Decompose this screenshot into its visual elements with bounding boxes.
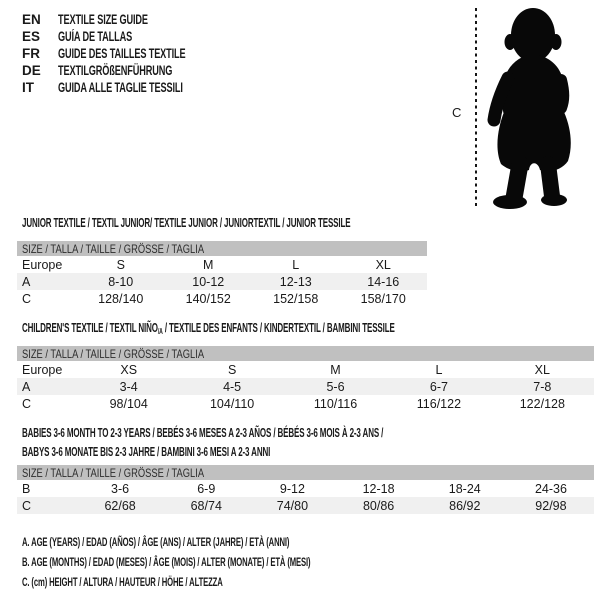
section-heading-children [22,319,600,341]
table-row [17,273,427,290]
table-cell: 12-13 [279,274,312,289]
size-header-bar [17,346,594,361]
footnote-list [22,535,473,595]
heading-children-subscript: /A [157,327,163,336]
table-row [17,361,594,378]
heading-babies-line1-wrap [22,424,586,443]
table-cell: 86/92 [449,498,481,513]
section-heading-junior [22,214,535,233]
table-cell: L [435,362,443,377]
heading-babies-line2: BABYS 3-6 MONATE BIS 2-3 JAHRE / BAMBINI 3-6 MESI A 2-3 ANNI [22,445,271,459]
table-row [17,497,594,514]
language-row [22,45,246,62]
table-cell: 24-36 [534,481,567,496]
table-cell: S [116,257,125,272]
footnote-text: A. AGE (YEARS) / EDAD (AÑOS) / ÂGE (ANS) / ALTER (JAHRE) / ETÀ (ANNI) [22,535,290,549]
table-row [17,480,594,497]
table-cell: 92/98 [535,498,567,513]
language-title: GUIDE DES TAILLES TEXTILE [58,46,186,61]
babies-size-table [17,465,594,514]
row-label: C [22,291,32,306]
table-row [17,290,427,307]
size-header-bar [17,241,427,256]
heading-babies-line2-wrap [22,443,586,462]
language-row [22,28,246,45]
language-row [22,11,246,28]
children-size-table [17,346,594,412]
table-cell: 128/140 [98,291,144,306]
footnote-text: B. AGE (MONTHS) / EDAD (MESES) / ÂGE (MOIS) / ALTER (MONATE) / ETÀ (MESI) [22,555,311,569]
size-header-text: SIZE / TALLA / TAILLE / GRÖSSE / TAGLIA [22,241,205,256]
table-row [17,256,427,273]
table-cell: 12-18 [362,481,395,496]
footnote-line [22,555,473,575]
row-label: A [22,379,31,394]
table-cell: 98/104 [109,396,148,411]
babies-table-rows [17,480,594,514]
table-row [17,395,594,412]
row-label: Europe [22,257,63,272]
height-measure-label: C [452,105,462,120]
table-cell: L [292,257,300,272]
section-heading-babies [22,424,586,462]
table-cell: 4-5 [223,379,242,394]
row-label: A [22,274,31,289]
table-row [17,378,594,395]
table-cell: 9-12 [279,481,305,496]
language-title: TEXTILGRÖßENFÜHRUNG [58,63,173,78]
table-cell: 140/152 [185,291,231,306]
table-cell: M [203,257,214,272]
language-code: IT [22,80,34,95]
children-table-rows [17,361,594,412]
size-header-text: SIZE / TALLA / TAILLE / GRÖSSE / TAGLIA [22,465,205,480]
language-title-list [22,11,246,96]
table-cell: 8-10 [108,274,134,289]
table-cell: 74/80 [276,498,309,513]
language-code: EN [22,12,41,27]
table-cell: 80/86 [362,498,395,513]
table-cell: 104/110 [209,396,255,411]
table-cell: 10-12 [192,274,225,289]
table-cell: 7-8 [533,379,552,394]
table-cell: XL [534,362,550,377]
row-label: B [22,481,31,496]
footnote-line [22,575,473,595]
size-header-bar [17,465,594,480]
table-cell: 122/128 [519,396,565,411]
junior-table-rows [17,256,427,307]
height-measure-dashed-line [475,8,477,206]
language-title: TEXTILE SIZE GUIDE [58,12,148,27]
heading-children-pre: CHILDREN'S TEXTILE / TEXTIL NIÑO [22,321,158,335]
table-cell: 3-6 [111,481,130,496]
table-cell: 6-7 [429,379,448,394]
table-cell: 5-6 [326,379,345,394]
language-row [22,79,246,96]
table-cell: 110/116 [313,396,358,411]
footnote-line [22,535,473,555]
language-title: GUÍA DE TALLAS [58,29,133,44]
footnote-text: C. (cm) HEIGHT / ALTURA / HAUTEUR / HÖHE / ALTEZZA [22,575,223,589]
table-cell: 158/170 [360,291,406,306]
size-header-text: SIZE / TALLA / TAILLE / GRÖSSE / TAGLIA [22,346,205,361]
junior-size-table [17,241,427,307]
heading-babies-line1: BABIES 3-6 MONTH TO 2-3 YEARS / BEBÉS 3-6 MESES A 2-3 AÑOS / BÉBÉS 3-6 MOIS À 2-3 ANS / [22,426,384,440]
table-cell: 62/68 [104,498,136,513]
heading-children-post: / TEXTILE DES ENFANTS / KINDERTEXTIL / BAMBINI TESSILE [162,321,395,335]
table-cell: XS [120,362,138,377]
row-label: C [22,498,32,513]
language-row [22,62,246,79]
language-title: GUIDA ALLE TAGLIE TESSILI [58,80,183,95]
table-cell: 152/158 [273,291,319,306]
table-cell: 3-4 [119,379,138,394]
table-cell: 18-24 [448,481,481,496]
language-code: ES [22,29,41,44]
section-heading-children-text [22,319,395,341]
section-heading-junior-text: JUNIOR TEXTILE / TEXTIL JUNIOR/ TEXTILE JUNIOR / JUNIORTEXTIL / JUNIOR TESSILE [22,216,351,230]
language-code: DE [22,63,41,78]
language-code: FR [22,46,40,61]
table-cell: 68/74 [190,498,222,513]
table-cell: 116/122 [416,396,462,411]
table-cell: 14-16 [367,274,400,289]
row-label: C [22,396,32,411]
table-cell: 6-9 [197,481,216,496]
table-cell: S [227,362,237,377]
row-label: Europe [22,362,63,377]
table-cell: XL [375,257,391,272]
table-cell: M [330,362,341,377]
toddler-silhouette-icon [483,4,589,214]
